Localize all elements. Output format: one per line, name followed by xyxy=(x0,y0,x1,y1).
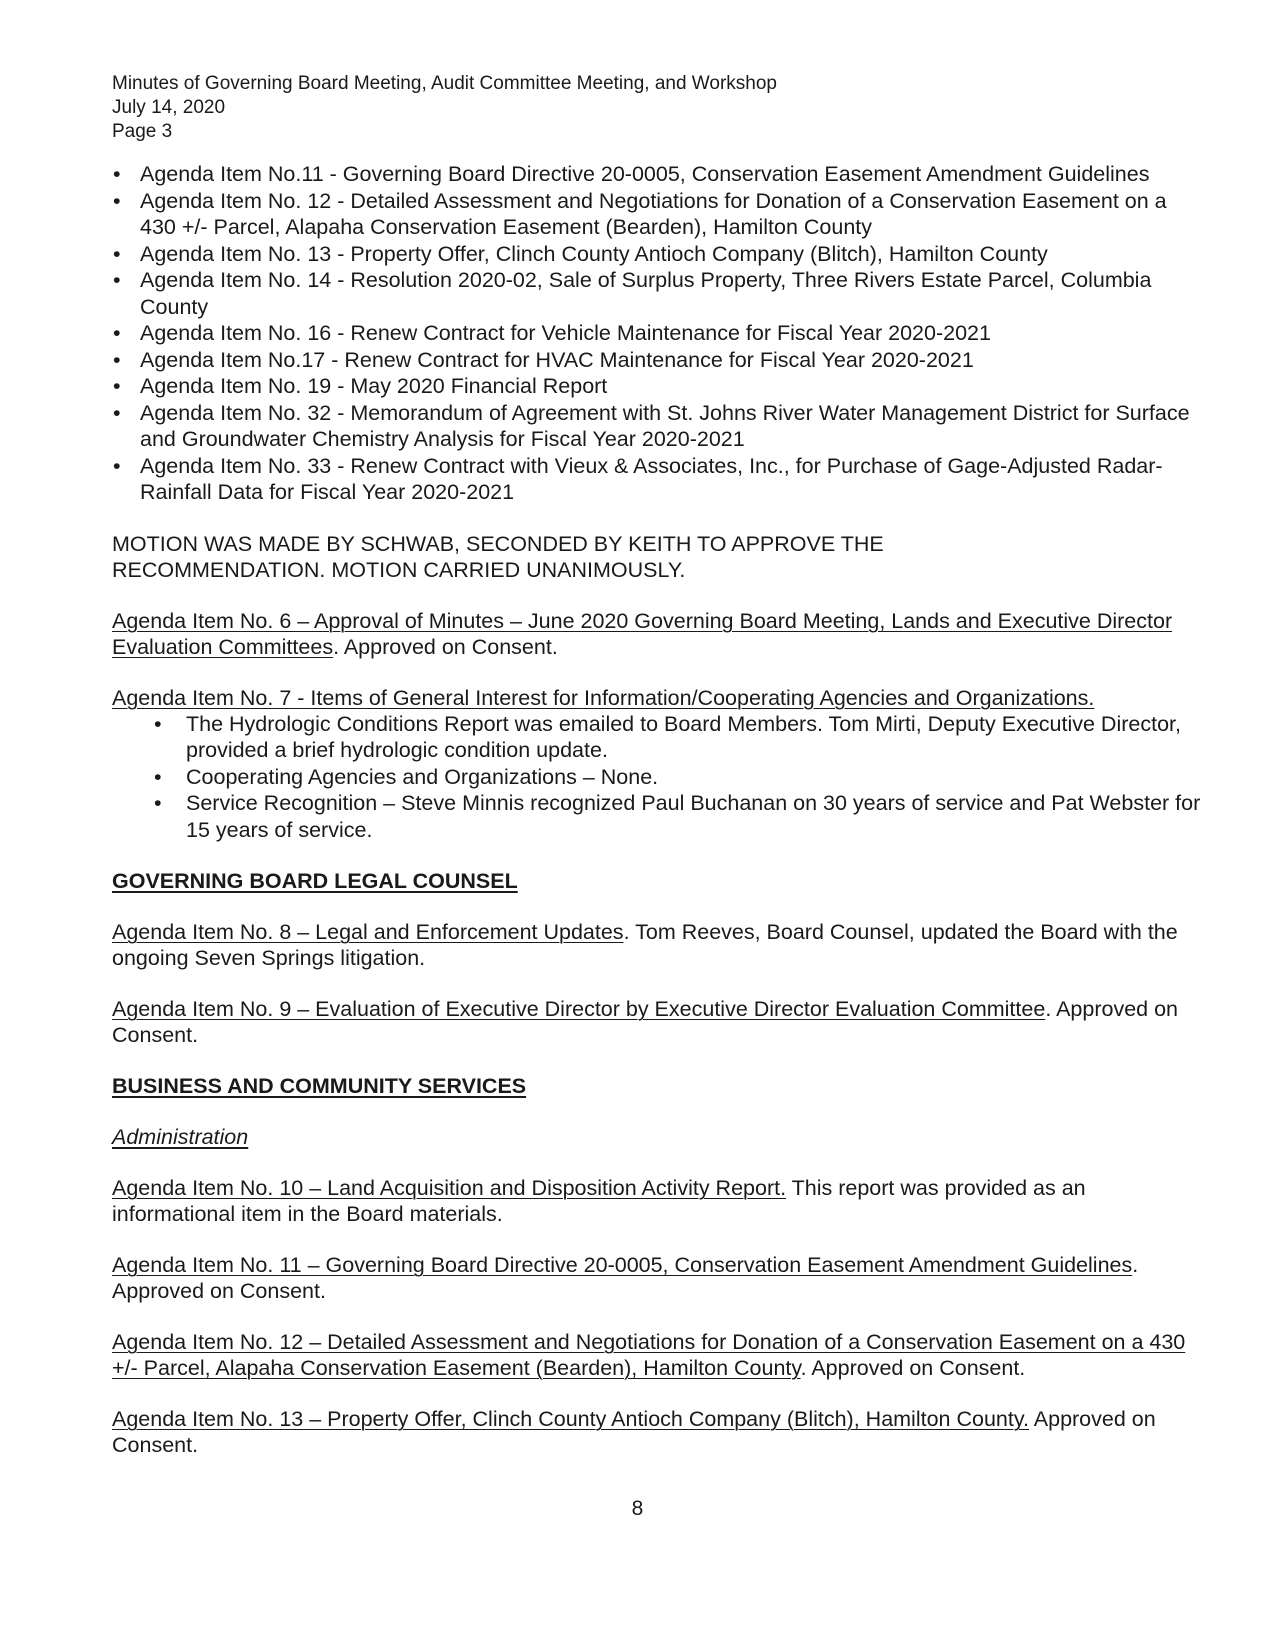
list-item: • Agenda Item No. 33 - Renew Contract with Vieux & Associates, Inc., for Purchase of Gage-Adjusted Radar-Rainfall Data for Fiscal Year 2020-2021 xyxy=(112,453,1202,506)
motion-line: MOTION WAS MADE BY SCHWAB, SECONDED BY KEITH TO APPROVE THE xyxy=(112,531,884,556)
agenda-item-text: This report was provided as an informational item in the Board materials. xyxy=(112,1176,1086,1226)
agenda-item-title: Agenda Item No. 11 – Governing Board Directive 20-0005, Conservation Easement Amendment Guidelines xyxy=(112,1253,1133,1277)
list-item: • The Hydrologic Conditions Report was emailed to Board Members. Tom Mirti, Deputy Executive Director, provided a brief hydrologic condition update. xyxy=(186,711,1202,764)
agenda-item-6 xyxy=(112,608,1202,660)
header-page-label: Page 3 xyxy=(112,121,173,142)
list-item: • Agenda Item No. 14 - Resolution 2020-02, Sale of Surplus Property, Three Rivers Estate Parcel, Columbia County xyxy=(112,267,1202,320)
general-interest-list xyxy=(112,711,1202,844)
agenda-item-text: . Approved on Consent. xyxy=(112,1253,1139,1303)
agenda-item-10 xyxy=(112,1175,1202,1227)
motion-paragraph xyxy=(112,531,1202,583)
agenda-item-title: Agenda Item No. 9 – Evaluation of Executive Director by Executive Director Evaluation Committee xyxy=(112,997,1046,1021)
agenda-item-text: . Tom Reeves, Board Counsel, updated the Board with the ongoing Seven Springs litigation. xyxy=(112,920,1178,970)
agenda-item-text: Approved on Consent. xyxy=(112,1407,1156,1457)
list-item: • Agenda Item No. 32 - Memorandum of Agreement with St. Johns River Water Management District for Surface and Groundwater Chemistry Analysis for Fiscal Year 2020-2021 xyxy=(112,400,1202,453)
consent-agenda-list xyxy=(112,161,1202,506)
agenda-item-9 xyxy=(112,996,1202,1048)
agenda-item-title: Agenda Item No. 7 - Items of General Interest for Information/Cooperating Agencies and Organizations. xyxy=(112,685,1095,710)
agenda-item-title: Agenda Item No. 13 – Property Offer, Clinch County Antioch Company (Blitch), Hamilton County. xyxy=(112,1407,1029,1431)
header-title: Minutes of Governing Board Meeting, Audit Committee Meeting, and Workshop xyxy=(112,73,777,94)
list-item: • Agenda Item No. 12 - Detailed Assessment and Negotiations for Donation of a Conservation Easement on a 430 +/- Parcel, Alapaha Conservation Easement (Bearden), Hamilton County xyxy=(112,188,1202,241)
header-date: July 14, 2020 xyxy=(112,97,226,118)
agenda-item-text: . Approved on Consent. xyxy=(333,634,558,659)
page-number: 8 xyxy=(631,1497,644,1520)
list-item: • Agenda Item No. 16 - Renew Contract for Vehicle Maintenance for Fiscal Year 2020-2021 xyxy=(112,320,1202,347)
agenda-item-title: Agenda Item No. 12 – Detailed Assessment and Negotiations for Donation of a Conservation Easement on a 430 +/- Parcel, Alapaha Conservation Easement (Bearden), Hamilton County xyxy=(112,1330,1186,1380)
list-item: • Service Recognition – Steve Minnis recognized Paul Buchanan on 30 years of service and Pat Webster for 15 years of service. xyxy=(186,790,1202,843)
agenda-item-title: Agenda Item No. 8 – Legal and Enforcement Updates xyxy=(112,920,624,944)
section-heading-legal-counsel: GOVERNING BOARD LEGAL COUNSEL xyxy=(112,869,518,893)
agenda-item-title: Agenda Item No. 6 – Approval of Minutes – June 2020 Governing Board Meeting, Lands and Executive Director Evaluation Committees xyxy=(112,608,1173,659)
list-item: • Agenda Item No. 19 - May 2020 Financial Report xyxy=(112,373,1202,400)
list-item: • Agenda Item No.11 - Governing Board Directive 20-0005, Conservation Easement Amendment Guidelines xyxy=(112,161,1202,188)
agenda-item-13 xyxy=(112,1406,1202,1458)
list-item: • Cooperating Agencies and Organizations – None. xyxy=(186,764,1202,791)
agenda-item-7 xyxy=(112,685,1202,711)
document-page xyxy=(112,72,1202,1458)
section-heading-business-services: BUSINESS AND COMMUNITY SERVICES xyxy=(112,1074,527,1098)
agenda-item-title: Agenda Item No. 10 – Land Acquisition and Disposition Activity Report. xyxy=(112,1176,787,1200)
list-item: • Agenda Item No.17 - Renew Contract for HVAC Maintenance for Fiscal Year 2020-2021 xyxy=(112,347,1202,374)
agenda-item-12 xyxy=(112,1329,1202,1381)
document-header xyxy=(112,72,1202,144)
agenda-item-11 xyxy=(112,1252,1202,1304)
agenda-item-8 xyxy=(112,919,1202,971)
agenda-item-text: . Approved on Consent. xyxy=(112,997,1178,1047)
subsection-heading-administration: Administration xyxy=(112,1125,249,1149)
agenda-item-text: . Approved on Consent. xyxy=(800,1356,1026,1380)
list-item: • Agenda Item No. 13 - Property Offer, Clinch County Antioch Company (Blitch), Hamilton County xyxy=(112,241,1202,268)
motion-line: RECOMMENDATION. MOTION CARRIED UNANIMOUSLY. xyxy=(112,557,686,582)
